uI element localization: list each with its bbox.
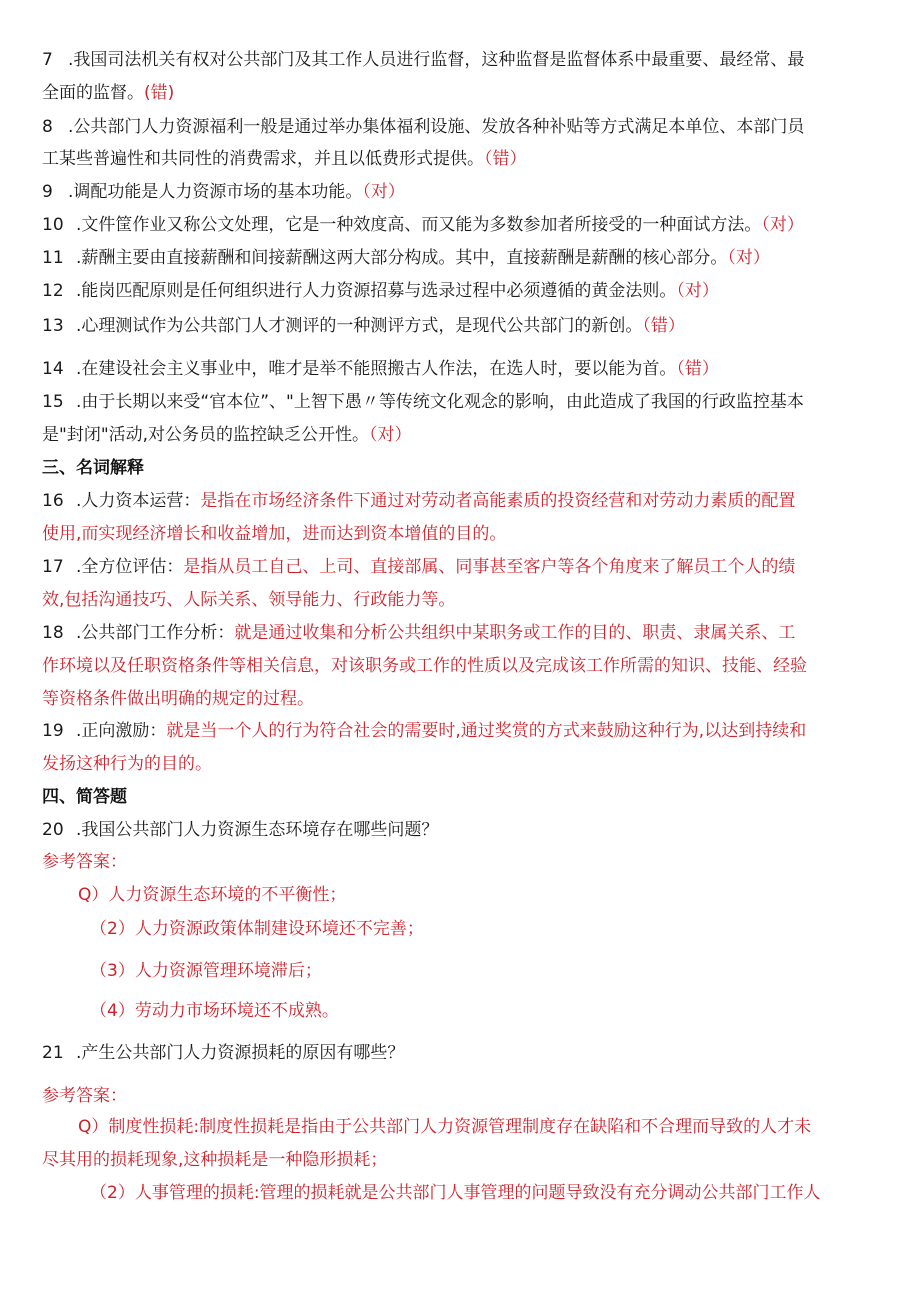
answer-mark: （对） [362,182,405,202]
question-number: 12 [42,281,64,301]
reference-answer-label: 参考答案： [42,852,127,872]
question-text: 全面的监督。 [42,83,144,103]
answer-mark: （对） [676,281,719,301]
answer-item: （2）人力资源政策体制建设环境还不完善； [90,919,424,939]
question-text: 工某些普遍性和共同性的消费需求，并且以低费形式提供。 [42,149,484,169]
question-number: 15 [42,392,64,412]
question-text: .公共部门人力资源福利一般是通过举办集体福利设施、发放各种补贴等方式满足本单位、本部门员 [68,117,805,137]
question-number: 8 [42,117,53,137]
answer-mark: （错） [484,149,527,169]
question-number: 13 [42,316,64,336]
question-8-line-2 [42,147,884,171]
answer-mark: （错） [676,359,719,379]
question-number: 10 [42,215,64,235]
question-text: .我国公共部门人力资源生态环境存在哪些问题？ [76,820,439,840]
question-number: 17 [42,557,64,577]
question-number: 14 [42,359,64,379]
term-label: .全方位评估： [76,557,184,577]
question-number: 11 [42,248,64,268]
question-number: 9 [42,182,53,202]
question-10 [42,213,884,237]
question-text: .文件筐作业又称公文处理，它是一种效度高、而又能为多数参加者所接受的一种面试方法。 [76,215,762,235]
question-15-line-2 [42,423,884,447]
question-number: 19 [42,721,64,741]
question-15-line-1 [42,390,884,414]
question-14 [42,357,884,381]
question-7-line-1 [42,48,884,72]
question-9 [42,180,884,204]
question-21 [42,1041,884,1065]
question-number: 21 [42,1043,64,1063]
term-label: .人力资本运营： [76,491,201,511]
term-17-line-1 [42,555,884,579]
section-heading-terms: 三、名词解释 [42,458,144,478]
question-number: 7 [42,50,53,70]
term-17-line-2: 效,包括沟通技巧、人际关系、领导能力、行政能力等。 [42,590,456,610]
answer-item: （4）劳动力市场环境还不成熟。 [90,1001,339,1021]
question-text: .在建设社会主义事业中，唯才是举不能照搬古人作法，在选人时，要以能为首。 [76,359,677,379]
answer-mark: （对） [761,215,804,235]
question-text: .调配功能是人力资源市场的基本功能。 [68,182,363,202]
term-definition: 是指从员工自己、上司、直接部属、同事甚至客户等各个角度来了解员工个人的绩 [183,557,796,577]
question-text: .我国司法机关有权对公共部门及其工作人员进行监督，这种监督是监督体系中最重要、最经常、最 [68,50,805,70]
term-18-line-2: 作环境以及任职资格条件等相关信息，对该职务或工作的性质以及完成该工作所需的知识、技能、经验 [42,656,807,676]
answer-mark: (错) [144,83,175,103]
question-7-line-2 [42,81,884,105]
answer-item-continued: 尽其用的损耗现象,这种损耗是一种隐形损耗； [42,1150,388,1170]
answer-mark: （对） [369,425,412,445]
question-number: 20 [42,820,64,840]
question-11 [42,246,884,270]
answer-mark: （错） [642,316,685,336]
question-text: .心理测试作为公共部门人才测评的一种测评方式，是现代公共部门的新创。 [76,316,643,336]
question-12 [42,279,884,303]
reference-answer-label: 参考答案： [42,1086,127,1106]
question-text: .薪酬主要由直接薪酬和间接薪酬这两大部分构成。其中，直接薪酬是薪酬的核心部分。 [76,248,728,268]
term-definition: 是指在市场经济条件下通过对劳动者高能素质的投资经营和对劳动力素质的配置 [200,491,796,511]
term-label: .公共部门工作分析： [76,623,235,643]
term-definition: 就是当一个人的行为符合社会的需要时,通过奖赏的方式来鼓励这种行为,以达到持续和 [166,721,807,741]
answer-item: （2）人事管理的损耗:管理的损耗就是公共部门人事管理的问题导致没有充分调动公共部门工作人 [90,1183,821,1203]
term-18-line-3: 等资格条件做出明确的规定的过程。 [42,689,314,709]
term-19-line-2: 发扬这种行为的目的。 [42,754,212,774]
question-text: .能岗匹配原则是任何组织进行人力资源招募与选录过程中必须遵循的黄金法则。 [76,281,677,301]
answer-item: Q）制度性损耗:制度性损耗是指由于公共部门人力资源管理制度存在缺陷和不合理而导致的人才未 [78,1117,812,1137]
term-16-line-1 [42,489,884,513]
term-16-line-2: 使用,而实现经济增长和收益增加，进而达到资本增值的目的。 [42,524,507,544]
section-heading-short-answer: 四、简答题 [42,787,127,807]
question-text: .产生公共部门人力资源损耗的原因有哪些？ [76,1043,405,1063]
question-13 [42,314,884,338]
question-20 [42,818,884,842]
answer-item: Q）人力资源生态环境的不平衡性； [78,885,347,905]
question-number: 16 [42,491,64,511]
answer-mark: （对） [727,248,770,268]
answer-item: （3）人力资源管理环境滞后； [90,961,322,981]
term-18-line-1 [42,621,884,645]
question-number: 18 [42,623,64,643]
question-text: 是"封闭"活动,对公务员的监控缺乏公开性。 [42,425,370,445]
question-8-line-1 [42,115,884,139]
term-label: .正向激励： [76,721,167,741]
term-definition: 就是通过收集和分析公共组织中某职务或工作的目的、职责、隶属关系、工 [234,623,796,643]
term-19-line-1 [42,719,884,743]
question-text: .由于长期以来受“官本位”、"上智下愚〃等传统文化观念的影响，由此造成了我国的行政监控基本 [76,392,804,412]
